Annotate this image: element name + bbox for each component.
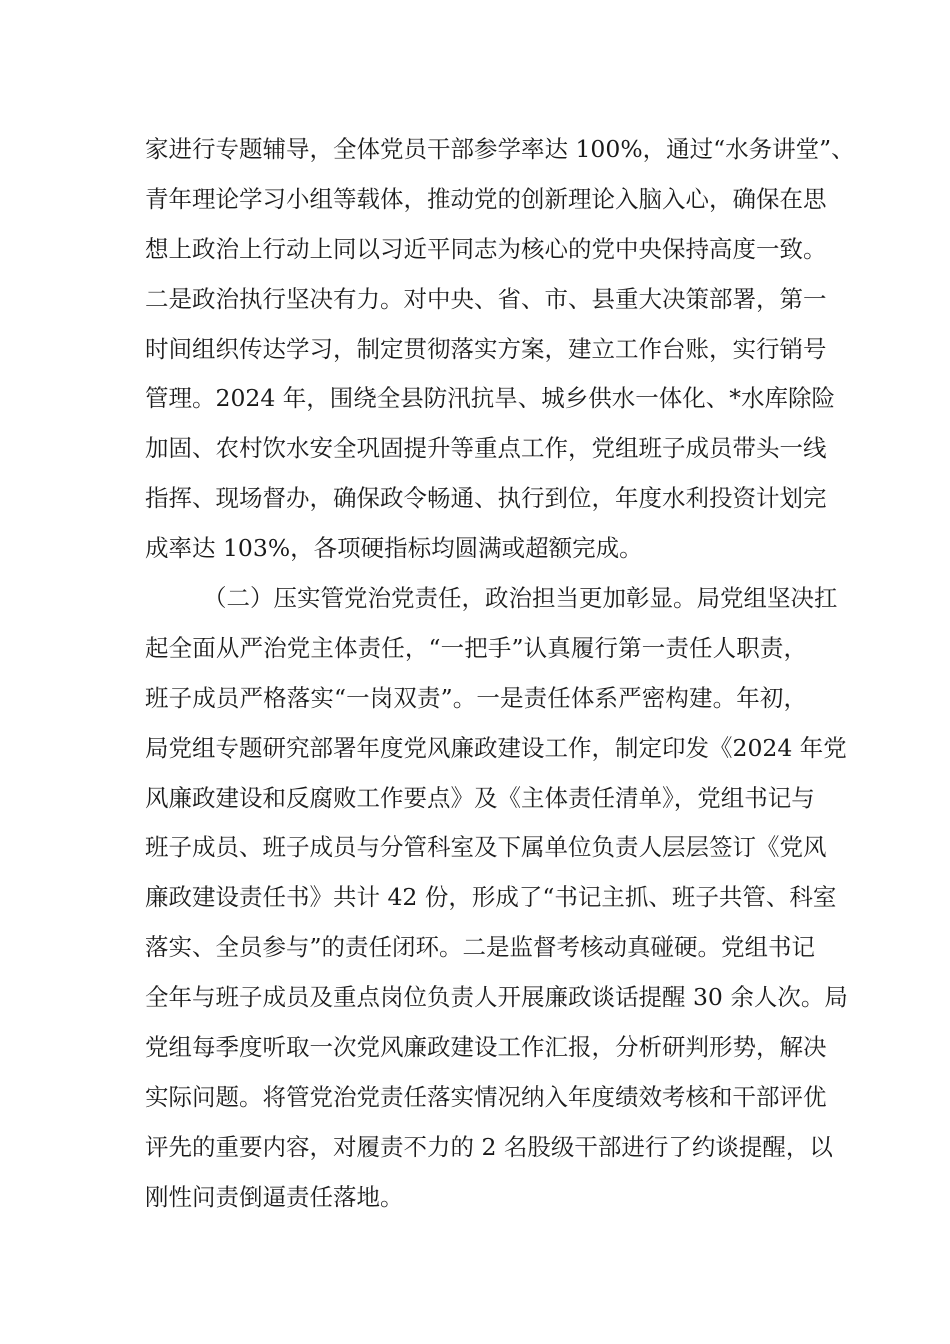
text-line: 落实、全员参与”的责任闭环。二是监督考核动真碰硬。党组书记 <box>145 933 816 962</box>
document-body <box>145 125 855 1223</box>
text-line: 成率达 103%，各项硬指标均圆满或超额完成。 <box>145 534 643 563</box>
text-line: 管理。2024 年，围绕全县防汛抗旱、城乡供水一体化、*水库除险 <box>145 384 836 413</box>
text-line: 家进行专题辅导，全体党员干部参学率达 100%，通过“水务讲堂”、 <box>145 135 855 163</box>
text-line: 风廉政建设和反腐败工作要点》及《主体责任清单》，党组书记与 <box>145 783 815 812</box>
document-page <box>145 125 855 1223</box>
text-line: 指挥、现场督办，确保政令畅通、执行到位，年度水利投资计划完 <box>145 484 827 513</box>
text-line: 全年与班子成员及重点岗位负责人开展廉政谈话提醒 30 余人次。局 <box>145 983 848 1012</box>
text-line: 时间组织传达学习，制定贯彻落实方案，建立工作台账，实行销号 <box>145 334 827 363</box>
section-heading-line: （二）压实管党治党责任，政治担当更加彰显。局党组坚决扛 <box>203 584 838 613</box>
text-line: 加固、农村饮水安全巩固提升等重点工作，党组班子成员带头一线 <box>145 434 827 463</box>
text-line: 青年理论学习小组等载体，推动党的创新理论入脑入心，确保在思 <box>145 184 827 213</box>
text-line: 廉政建设责任书》共计 42 份，形成了“书记主抓、班子共管、科室 <box>145 883 837 912</box>
text-line: 起全面从严治党主体责任，“一把手”认真履行第一责任人职责， <box>145 633 807 662</box>
text-line: 班子成员、班子成员与分管科室及下属单位负责人层层签订《党风 <box>145 833 827 862</box>
text-line: 实际问题。将管党治党责任落实情况纳入年度绩效考核和干部评优 <box>145 1082 827 1111</box>
text-line: 二是政治执行坚决有力。对中央、省、市、县重大决策部署，第一 <box>145 284 827 313</box>
text-line: 想上政治上行动上同以习近平同志为核心的党中央保持高度一致。 <box>145 234 827 263</box>
text-line: 局党组专题研究部署年度党风廉政建设工作，制定印发《2024 年党 <box>145 733 847 762</box>
text-line: 班子成员严格落实“一岗双责”。一是责任体系严密构建。年初， <box>145 683 807 712</box>
text-line: 刚性问责倒逼责任落地。 <box>145 1182 404 1211</box>
text-line: 党组每季度听取一次党风廉政建设工作汇报，分析研判形势，解决 <box>145 1033 827 1062</box>
text-line: 评先的重要内容，对履责不力的 2 名股级干部进行了约谈提醒，以 <box>145 1132 833 1161</box>
